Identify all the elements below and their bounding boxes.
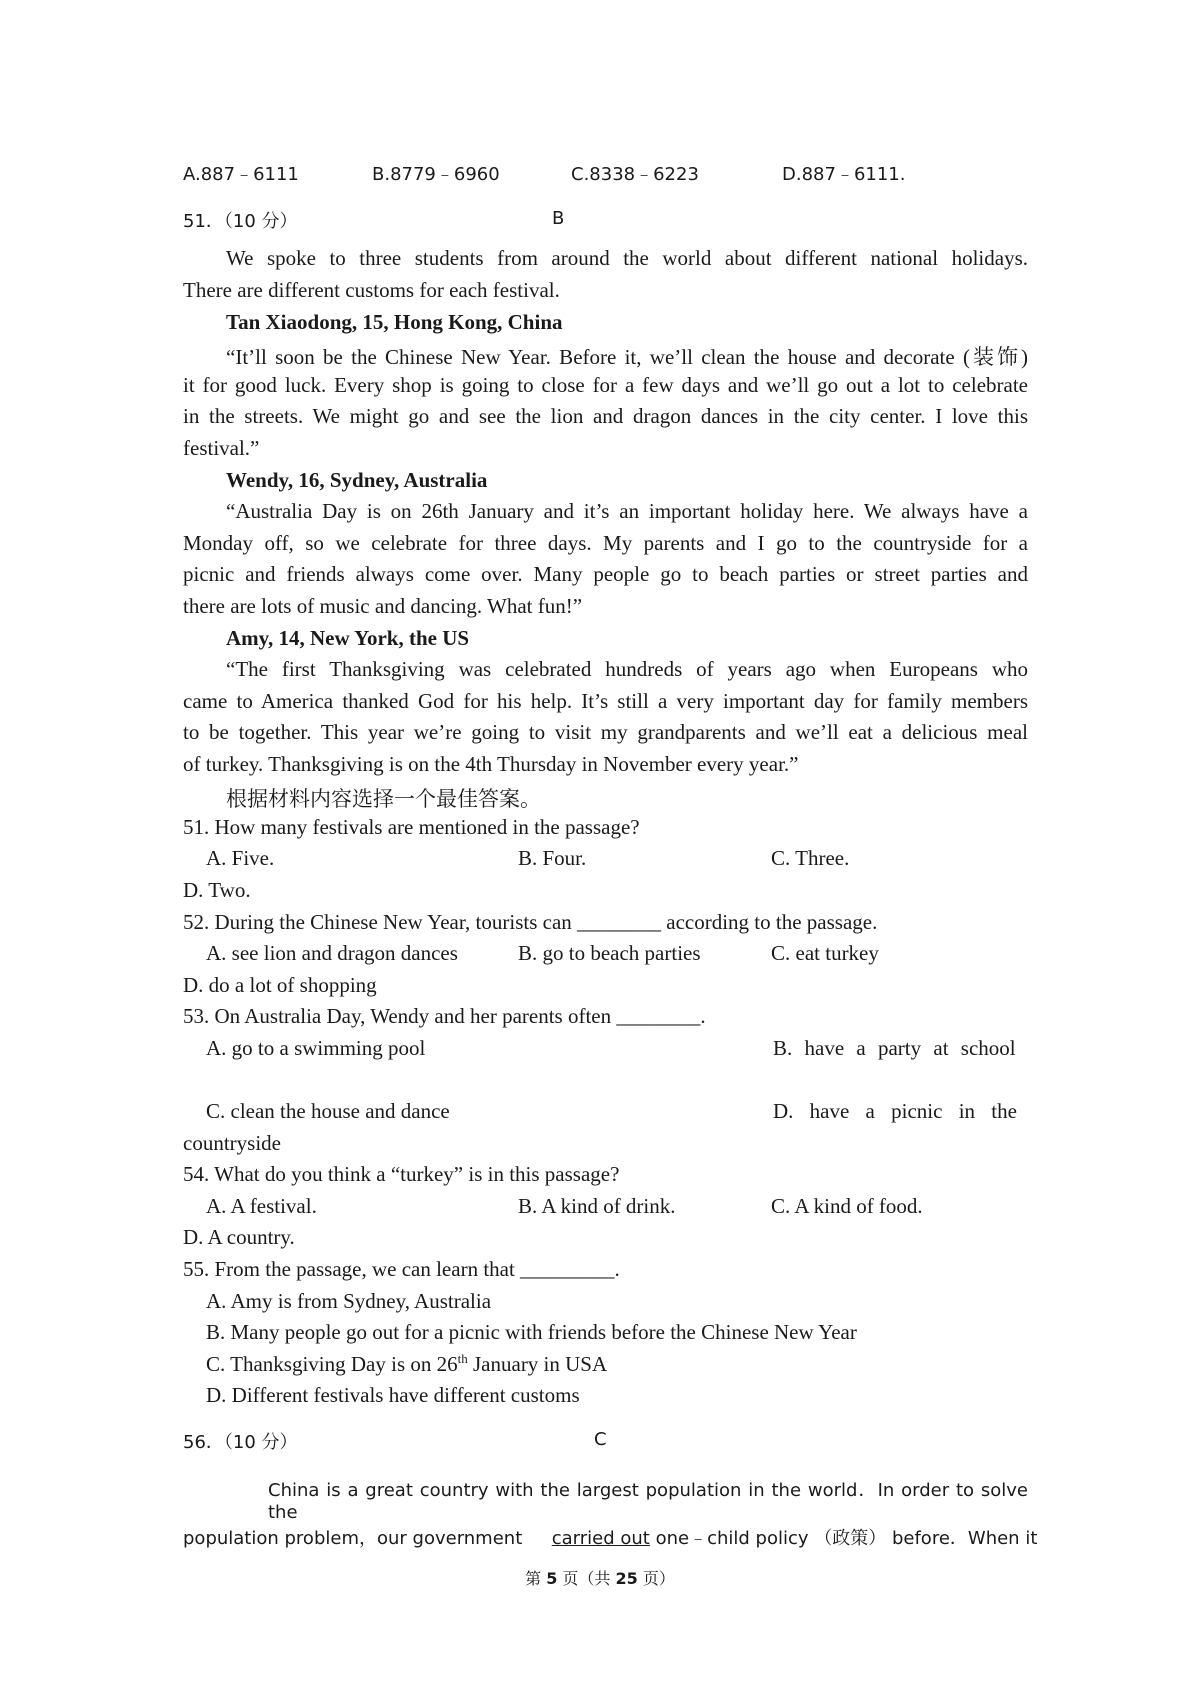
option-b: B. A kind of drink. <box>518 1194 676 1218</box>
passage-line: came to America thanked God for his help. It’s still a very important day for family members <box>183 689 1028 713</box>
footer-text: 页（共 <box>557 1569 616 1588</box>
passage-line: festival.” <box>183 436 260 460</box>
footer-text: 页） <box>637 1569 675 1588</box>
option-a: A. A festival. <box>206 1194 317 1218</box>
speaker-heading: Amy, 14, New York, the US <box>226 626 470 650</box>
passage-line: “The first Thanksgiving was celebrated hundreds of years ago when Europeans who <box>226 657 1028 681</box>
option-d: D. have a picnic in the <box>773 1099 1017 1123</box>
question-stem: 53. On Australia Day, Wendy and her parents often ________. <box>183 1004 706 1028</box>
prev-option-b: B.8779﹣6960 <box>372 164 500 185</box>
section-c-letter: C <box>594 1429 607 1450</box>
passage-line: Monday off, so we celebrate for three days. My parents and I go to the countryside for a <box>183 531 1028 555</box>
option-a: A. Amy is from Sydney, Australia <box>206 1289 492 1313</box>
option-d-continuation: countryside <box>183 1131 281 1155</box>
passage-intro-line: There are different customs for each festival. <box>183 278 560 302</box>
option-a: A. see lion and dragon dances <box>206 941 458 965</box>
speaker-heading: Tan Xiaodong, 15, Hong Kong, China <box>226 310 563 334</box>
option-c-superscript: th <box>457 1351 468 1366</box>
passage-line: picnic and friends always come over. Many people go to beach parties or street parties and <box>183 562 1028 586</box>
option-d: D. Two. <box>183 878 251 902</box>
option-d: D. A country. <box>183 1225 295 1249</box>
page-number: 5 <box>546 1569 558 1588</box>
question-stem: 55. From the passage, we can learn that _________. <box>183 1257 620 1281</box>
page-footer <box>0 1566 1200 1589</box>
passage-c-line <box>183 1524 1038 1550</box>
passage-intro-line: We spoke to three students from around the world about different national holidays. <box>226 246 1028 270</box>
page-total: 25 <box>615 1569 638 1588</box>
option-c-text: C. Thanksgiving Day is on 26 <box>206 1352 458 1376</box>
passage-c-text: one﹣child policy （政策） before．When it <box>655 1528 1038 1549</box>
passage-line: “Australia Day is on 26th January and it’s an important holiday here. We always have a <box>226 499 1028 523</box>
passage-c-line: China is a great country with the largest population in the world．In order to solve the <box>268 1480 1028 1523</box>
underlined-phrase: carried out <box>551 1528 650 1549</box>
question-stem: 51. How many festivals are mentioned in the passage? <box>183 815 640 839</box>
prev-option-a: A.887﹣6111 <box>183 164 299 185</box>
passage-line: in the streets. We might go and see the lion and dragon dances in the city center. I love this <box>183 404 1028 428</box>
option-b: B. go to beach parties <box>518 941 701 965</box>
prev-option-c: C.8338﹣6223 <box>571 164 699 185</box>
passage-line: of turkey. Thanksgiving is on the 4th Thursday in November every year.” <box>183 752 799 776</box>
option-b: B. Four. <box>518 846 587 870</box>
prev-option-d: D.887﹣6111. <box>782 164 906 185</box>
footer-text: 第 <box>525 1569 547 1588</box>
option-c: C. A kind of food. <box>771 1194 923 1218</box>
option-c-text-end: January in USA <box>467 1352 608 1376</box>
section-b-number: 51．（10 分） <box>183 211 298 232</box>
option-b: B. have a party at school <box>773 1036 1016 1060</box>
option-a: A. go to a swimming pool <box>206 1036 426 1060</box>
option-c: C. Three. <box>771 846 850 870</box>
option-c <box>206 1352 607 1377</box>
option-d: D. Different festivals have different customs <box>206 1383 580 1407</box>
passage-line: there are lots of music and dancing. What fun!” <box>183 594 583 618</box>
speaker-heading: Wendy, 16, Sydney, Australia <box>226 468 488 492</box>
option-a: A. Five. <box>206 846 275 870</box>
section-c-number: 56．（10 分） <box>183 1432 298 1453</box>
option-d: D. do a lot of shopping <box>183 973 377 997</box>
option-c: C. eat turkey <box>771 941 879 965</box>
question-stem: 54. What do you think a “turkey” is in this passage? <box>183 1162 620 1186</box>
option-c: C. clean the house and dance <box>206 1099 450 1123</box>
passage-c-text: population problem，our government <box>183 1528 523 1549</box>
section-b-letter: B <box>552 208 565 229</box>
question-stem: 52. During the Chinese New Year, tourists can ________ according to the passage. <box>183 910 878 934</box>
passage-line: to be together. This year we’re going to visit my grandparents and we’ll eat a delicious meal <box>183 720 1028 744</box>
instruction-text: 根据材料内容选择一个最佳答案。 <box>226 787 541 811</box>
option-b: B. Many people go out for a picnic with friends before the Chinese New Year <box>206 1320 857 1344</box>
passage-line: it for good luck. Every shop is going to close for a few days and we’ll go out a lot to celebrate <box>183 373 1028 397</box>
passage-line: “It’ll soon be the Chinese New Year. Before it, we’ll clean the house and decorate (装饰) <box>226 345 1028 369</box>
